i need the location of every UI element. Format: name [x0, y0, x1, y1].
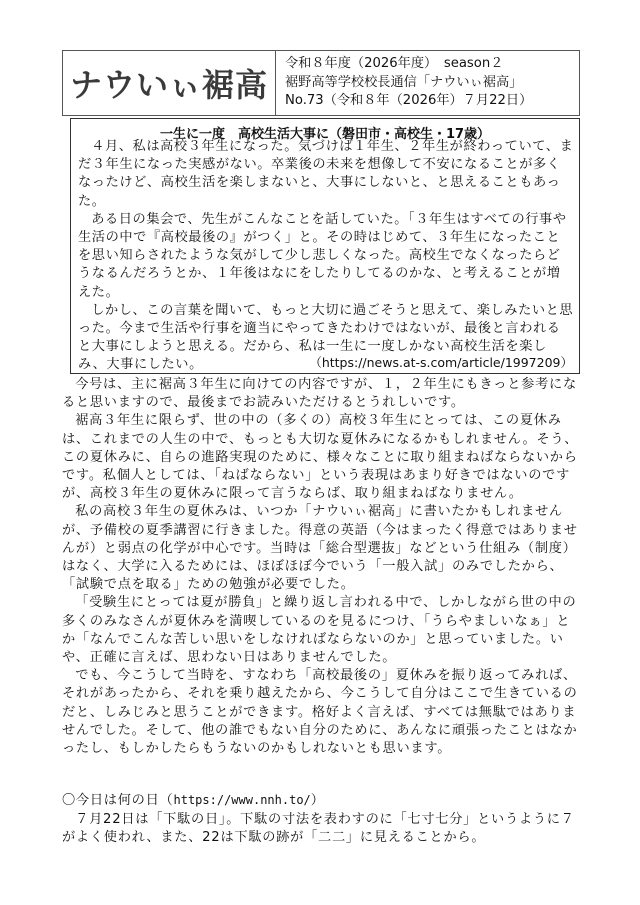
- today-heading-suffix: ）: [310, 793, 325, 808]
- header-line-issue: No.73（令和８年（2026年）７月22日）: [285, 93, 533, 108]
- header-line-fiscal-year: 令和８年度（2026年度） season２: [285, 56, 504, 71]
- today-heading-prefix: 〇今日は何の日（: [62, 793, 174, 808]
- main-paragraph: でも、今こうして当時を、すなわち「高校最後の」夏休みを振り返ってみれば、それがあったから、それを乗り越えたから、今こうして自分はここで生きているのだと、しみじみと思うことができます。格好よく言えば、すべては無駄ではありませんでした。そして、他の誰でもない自分のために、あんなに頑張ったことはなかったし、もしかしたらもうないのかもしれないとも思います。: [62, 668, 578, 757]
- quoted-article-box: [70, 118, 580, 374]
- main-paragraph: 今号は、主に裾高３年生に向けての内容ですが、１，２年生にもきっと参考になると思いますので、最後までお読みいただけるとうれしいです。: [62, 377, 577, 411]
- today-heading: [62, 791, 582, 811]
- article-source-link[interactable]: （https://news.at-s.com/article/1997209）: [309, 355, 573, 370]
- article-paragraph: ４月、私は高校３年生になった。気づけば１年生、２年生が終わっていて、まだ３年生になった実感がない。卒業後の未来を想像して不安になることが多くなったけど、高校生活を楽しまないと、大事にしないと、と思えることもあった。: [78, 139, 574, 209]
- article-body: [78, 138, 574, 375]
- article-title: 一生に一度 高校生活大事に（磐田市・高校生・17歳）: [159, 127, 491, 142]
- today-body: ７月22日は「下駄の日」。下駄の寸法を表わすのに「七寸七分」というように７がよく使われ、また、22は下駄の跡が「二二」に見えることから。: [62, 811, 575, 845]
- article-paragraph: しかし、この言葉を聞いて、もっと大切に過ごそうと思えて、楽しみたいと思った。今まで生活や行事を適当にやってきたわけではないが、最後と言われると大事にしようと思える。だから、私は一生に一度しかない高校生活を楽しみ、大事にしたい。: [78, 302, 574, 373]
- today-section: [62, 791, 582, 848]
- today-source-link[interactable]: https://www.nnh.to/: [173, 793, 311, 807]
- header-line-publication: 裾野高等学校校長通信「ナウいぃ裾高」: [285, 74, 523, 90]
- newsletter-logo: ナウいぃ裾高: [63, 51, 276, 115]
- main-text: [62, 376, 582, 758]
- header-info: [285, 55, 532, 111]
- main-paragraph: 私の高校３年生の夏休みは、いつか「ナウいぃ裾高」に書いたかもしれませんが、予備校の夏季講習に行きました。得意の英語（今はまったく得意ではありませんが）と弱点の化学が中心です。当時は「総合型選抜」などという仕組み（制度）はなく、大学に入るためには、ほぼほぼ今でいう「一般入試」のみでしたから、「試験で点を取る」ための勉強が必要でした。: [62, 504, 578, 593]
- newsletter-header: [62, 50, 580, 116]
- article-paragraph: ある日の集会で、先生がこんなことを話していた。「３年生はすべての行事や生活の中で『高校最後の』がつく」と。その時はじめて、３年生になったことを思い知らされたような気がして少し悲しくなった。高校生でなくなったらどうなるんだろうとか、１年後はなにをしたりしてるのかな、と考えることが増えた。: [78, 211, 567, 300]
- main-paragraph: 裾高３年生に限らず、世の中の（多くの）高校３年生にとっては、この夏休みは、これまでの人生の中で、もっとも大切な夏休みになるかもしれません。そう、この夏休みに、自らの進路実現のために、様々なことに取り組まねばならないからです。私個人としては、「ねばならない」という表現はあまり好きではないのですが、高校３年生の夏休みに限って言うならば、取り組まねばなりません。: [62, 413, 579, 502]
- main-paragraph: 「受験生にとっては夏が勝負」と繰り返し言われる中で、しかしながら世の中の多くのみなさんが夏休みを満喫しているのを見るにつけ、「うらやましいなぁ」とか「なんでこんな苦しい思いをしなければならないのか」と思っていました。いや、正確に言えば、思わない日はありませんでした。: [62, 595, 577, 666]
